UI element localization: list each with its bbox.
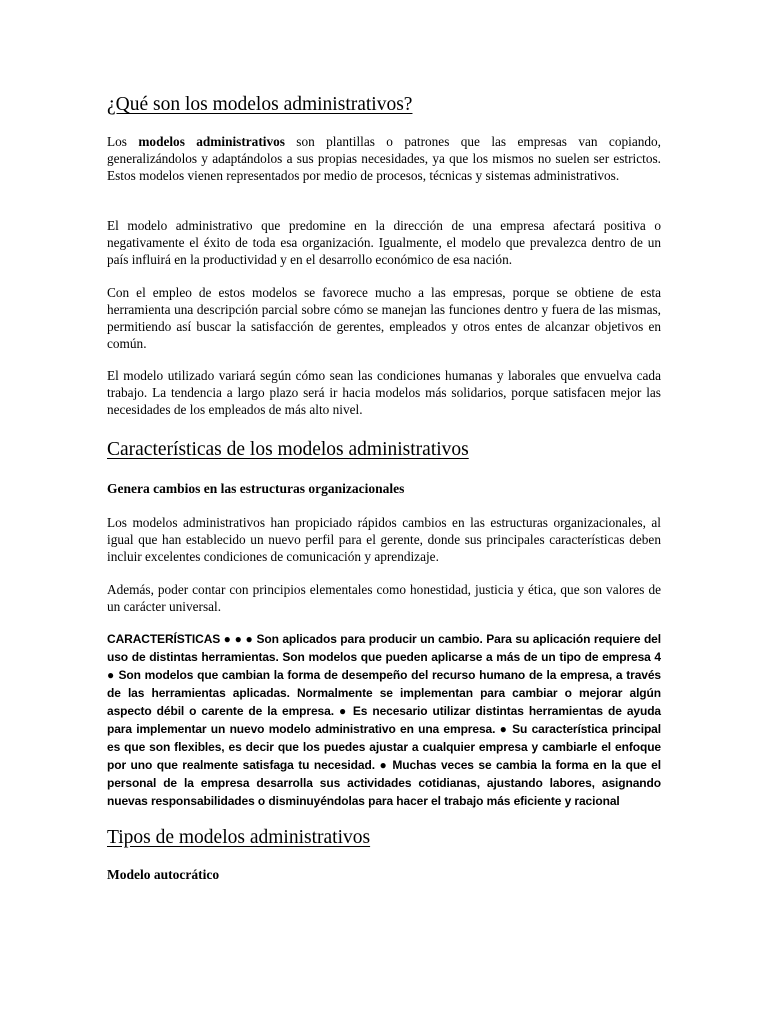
paragraph-predominio: El modelo administrativo que predomine en la dirección de una empresa afectará positiva o negativamente el éxito de toda esa organización. Igualmente, el modelo que prevalezca dentro de un país influirá en la productividad y en el desarrollo económico de esa nación. bbox=[107, 218, 661, 267]
subsection-title-cambios: Genera cambios en las estructuras organizacionales bbox=[107, 481, 405, 496]
paragraph-empleo: Con el empleo de estos modelos se favorece mucho a las empresas, porque se obtiene de esta herramienta una descripción parcial sobre cómo se manejan las funciones dentro y fuera de las mismas, permitiendo así buscar la satisfacción de gerentes, empleados y otros entes de alcanzar objetivos en común. bbox=[107, 285, 661, 351]
bold-term: modelos administrativos bbox=[138, 134, 285, 149]
subsection-title-autocratico: Modelo autocrático bbox=[107, 867, 220, 882]
paragraph-cambios: Los modelos administrativos han propiciado rápidos cambios en las estructuras organizacionales, al igual que han establecido un nuevo perfil para el gerente, donde sus principales características deben incluir excelentes condiciones de comunicación y aprendizaje. bbox=[107, 515, 661, 564]
paragraph-principios: Además, poder contar con principios elementales como honestidad, justicia y ética, que son valores de un carácter universal. bbox=[107, 582, 661, 614]
paragraph-text: son plantillas o patrones que las empresas van copiando, generalizándolos y adaptándolos a sus propias necesidades, ya que los mismos no suelen ser estrictos. Estos modelos vienen representados por medio de procesos, técnicas y sistemas administrativos. bbox=[107, 134, 661, 183]
section-title-que-son: ¿Qué son los modelos administrativos? bbox=[107, 94, 413, 115]
paragraph-tendencia: El modelo utilizado variará según cómo sean las condiciones humanas y laborales que envuelva cada trabajo. La tendencia a largo plazo será ir hacia modelos más solidarios, porque satisfacen mejor las necesidades de los empleados de más alto nivel. bbox=[107, 368, 661, 417]
paragraph-caracteristicas-list: CARACTERÍSTICAS ● ● ● Son aplicados para producir un cambio. Para su aplicación requiere del uso de distintas herramientas. Son modelos que pueden aplicarse a más de un tipo de empresa 4 ● Son modelos que cambian la forma de desempeño del recurso humano de la empresa, a través de las herramientas aplicadas. Normalmente se implementan para cambiar o mejorar algún aspecto débil o carente de la empresa. ● Es necesario utilizar distintas herramientas de ayuda para implementar un nuevo modelo administrativo en una empresa. ● Su característica principal es que son flexibles, es decir que los puedes ajustar a cualquier empresa y cambiarle el enfoque por uno que realmente satisfaga tu necesidad. ● Muchas veces se cambia la forma en la que el personal de la empresa desarrolla sus actividades cotidianas, ajustando labores, asignando nuevas responsabilidades o disminuyéndolas para hacer el trabajo más eficiente y racional bbox=[107, 632, 661, 808]
paragraph-definicion bbox=[107, 133, 661, 184]
paragraph-text: Los bbox=[107, 134, 139, 149]
section-title-tipos: Tipos de modelos administrativos bbox=[107, 827, 371, 848]
section-title-caracteristicas: Características de los modelos administrativos bbox=[107, 439, 469, 460]
